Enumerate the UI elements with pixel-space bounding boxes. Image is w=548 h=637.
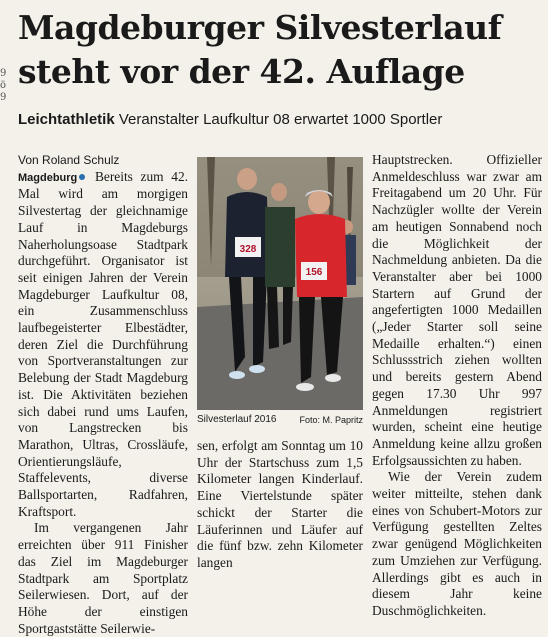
subheadline — [18, 110, 543, 130]
photo-caption — [197, 414, 363, 426]
column-2 — [197, 438, 363, 572]
kicker: Leichtathletik — [18, 111, 115, 128]
paragraph-2: Im vergangenen Jahr erreichten über 911 Finisher das Ziel im Magdeburger Stadtpark am Sportplatz Seilerwiesen. Dort, auf der Höhe der einstigen Sportgaststätte Seilerwie- — [18, 520, 188, 636]
dateline: Magdeburg — [18, 171, 78, 184]
paragraph-1 — [18, 169, 188, 521]
column-1 — [18, 152, 188, 637]
bib-156: 156 — [305, 267, 323, 278]
margin-marks: 9 ö 9 — [0, 68, 7, 103]
article-photo — [197, 157, 363, 410]
paragraph-4: Hauptstrecken. Offizieller Anmeldeschluss war zwar am Freitagabend um 20 Uhr. Für Nachzügler wollte der Verein am heutigen Sonnabend noch die Möglichkeit der Nachmeldung anbieten. Da die Veranstalter aber bei 1000 Startern auf Grund der angefertigten 1000 Medaillen („Jeder Starter soll seine Medaille erhalten.“) einen Schlussstrich ziehen wollten und bereits gestern Abend gegen 17.30 Uhr 997 Anmeldungen registriert wurden, scheint eine heutige Anmeldung keine allzu großen Erfolgsaussichten zu haben. — [372, 152, 542, 468]
headline-line-1: Magdeburger Silvesterlauf — [18, 8, 502, 47]
bib-328: 328 — [239, 244, 257, 255]
headline — [18, 6, 538, 94]
subheadline-text: Veranstalter Laufkultur 08 erwartet 1000 Sportler — [118, 111, 443, 128]
photo-credit: Foto: M. Papritz — [299, 415, 363, 425]
paragraph-1-text: Bereits zum 42. Mal wird am morgigen Silvestertag der gleichnamige Lauf in Magdeburgs Naherholungsoase Stadtpark durchgeführt. Organisator ist seit einigen Jahren der Verein Magdeburger Laufkultur 08, ein Zusammenschluss laufbegeisterter Elbestädter, deren Ziel die Durchführung von Sportveranstaltungen zur Belebung der Stadt Magdeburg ist. Die Aktivitäten beziehen sich dabei rund ums Laufen, von Langstrecken bis Marathon, Ultras, Crossläufe, Orientierungsläufe, Staffelevents, diverse Ballsportarten, Radfahren, Kraftsport. — [18, 168, 188, 519]
caption-text: Silvesterlauf 2016 — [197, 414, 277, 425]
headline-line-2: steht vor der 42. Auflage — [18, 52, 465, 91]
paragraph-5: Wie der Verein zudem weiter mitteilte, stehen dank eines von Schubert-Motors zur Verfügung gestellten Zeltes zwar genügend Möglichkeiten zum Umziehen zur Verfügung. Allerdings gibt es auch in diesem Jahr keine Duschmöglichkeiten. — [372, 469, 542, 618]
paragraph-3: sen, erfolgt am Sonntag um 10 Uhr der Startschuss zum 1,5 Kilometer langen Kinderlauf. Eine Viertelstunde später schickt der Starter die Läuferinnen und Läufer auf die fünf bzw. zehn Kilometer langen — [197, 438, 363, 570]
byline: Von Roland Schulz — [18, 153, 120, 167]
column-3 — [372, 152, 542, 620]
runners-photo-illustration — [197, 157, 363, 410]
dateline-dot-icon — [79, 174, 85, 180]
